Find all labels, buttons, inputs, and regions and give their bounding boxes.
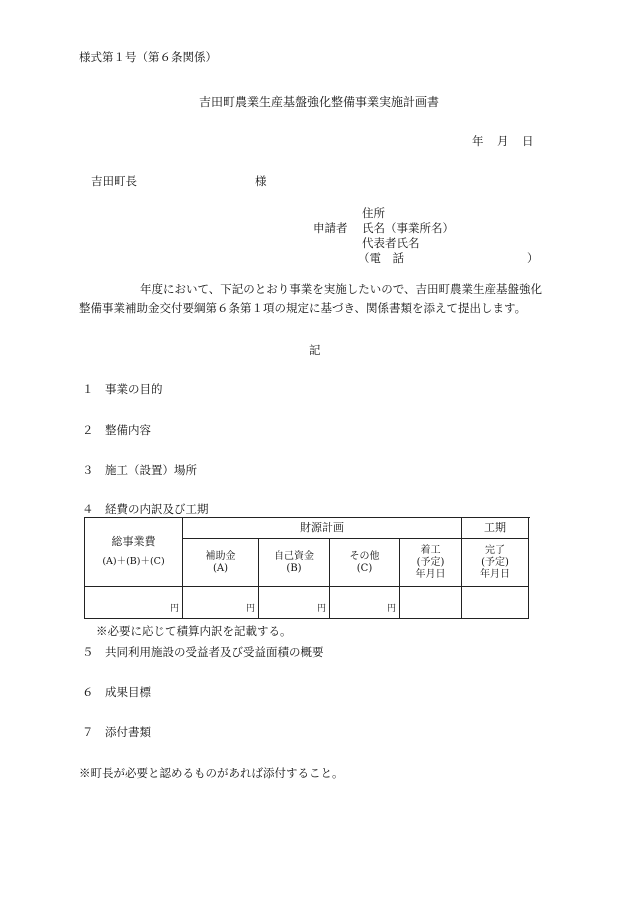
start-ymd: 年月日	[415, 568, 446, 580]
subsidy-header	[183, 539, 259, 587]
date-line: 年 月 日	[472, 134, 535, 148]
footer-note: ※町長が必要と認めるものがあれば添付すること。	[79, 766, 344, 780]
applicant-address-label: 住所	[362, 206, 385, 220]
start-date-cell	[400, 587, 462, 619]
own-funds-code: (B)	[286, 562, 302, 574]
applicant-phone-label: （電 話	[358, 251, 404, 265]
addressee-honorific: 様	[255, 174, 267, 188]
item-targets: ６ 成果目標	[82, 685, 151, 699]
own-funds-cell: 円	[259, 587, 330, 619]
applicant-representative-label: 代表者氏名	[362, 236, 420, 250]
item-beneficiaries: ５ 共同利用施設の受益者及び受益面積の概要	[82, 645, 324, 659]
addressee-name: 吉田町長	[91, 174, 137, 188]
end-date-cell	[462, 587, 529, 619]
body-text-line-2: 整備事業補助金交付要綱第６条第１項の規定に基づき、関係書類を添えて提出します。	[79, 301, 527, 315]
applicant-phone-close: ）	[527, 251, 539, 265]
item-purpose: １ 事業の目的	[82, 382, 163, 396]
end-planned: (予定)	[481, 556, 509, 568]
item-costs: ４ 経費の内訳及び工期	[82, 502, 209, 516]
start-label: 着工	[420, 544, 441, 556]
cost-table	[84, 517, 529, 619]
other-code: (C)	[356, 562, 373, 574]
item-location: ３ 施工（設置）場所	[82, 463, 197, 477]
period-header: 工期	[462, 518, 529, 539]
other-cell: 円	[330, 587, 400, 619]
body-text-line-1: 年度において、下記のとおり事業を実施したいので、吉田町農業生産基盤強化	[140, 282, 543, 296]
end-date-header	[462, 539, 529, 587]
total-cost-label: 総事業費	[111, 535, 156, 548]
total-cost-header	[85, 518, 183, 587]
applicant-name-label: 氏名（事業所名）	[362, 221, 454, 235]
table-note: ※必要に応じて積算内訳を記載する。	[96, 624, 292, 638]
start-date-header	[400, 539, 462, 587]
funding-plan-header: 財源計画	[183, 518, 462, 539]
own-funds-header	[259, 539, 330, 587]
item-attachments: ７ 添付書類	[82, 725, 151, 739]
own-funds-label: 自己資金	[274, 550, 314, 562]
start-planned: (予定)	[416, 556, 445, 568]
subsidy-cell: 円	[183, 587, 259, 619]
end-label: 完了	[485, 544, 505, 556]
subsidy-label: 補助金	[205, 550, 236, 562]
document-title: 吉田町農業生産基盤強化整備事業実施計画書	[199, 95, 440, 109]
item-content: ２ 整備内容	[82, 423, 151, 437]
end-ymd: 年月日	[480, 568, 510, 580]
form-number: 様式第１号（第６条関係）	[79, 50, 217, 64]
subsidy-code: (A)	[212, 562, 229, 574]
other-header	[330, 539, 400, 587]
total-cost-cell: 円	[85, 587, 183, 619]
ki-heading: 記	[309, 343, 321, 357]
total-cost-formula: (A)＋(B)＋(C)	[102, 556, 165, 567]
other-label: その他	[349, 550, 380, 562]
applicant-label: 申請者	[313, 221, 348, 235]
